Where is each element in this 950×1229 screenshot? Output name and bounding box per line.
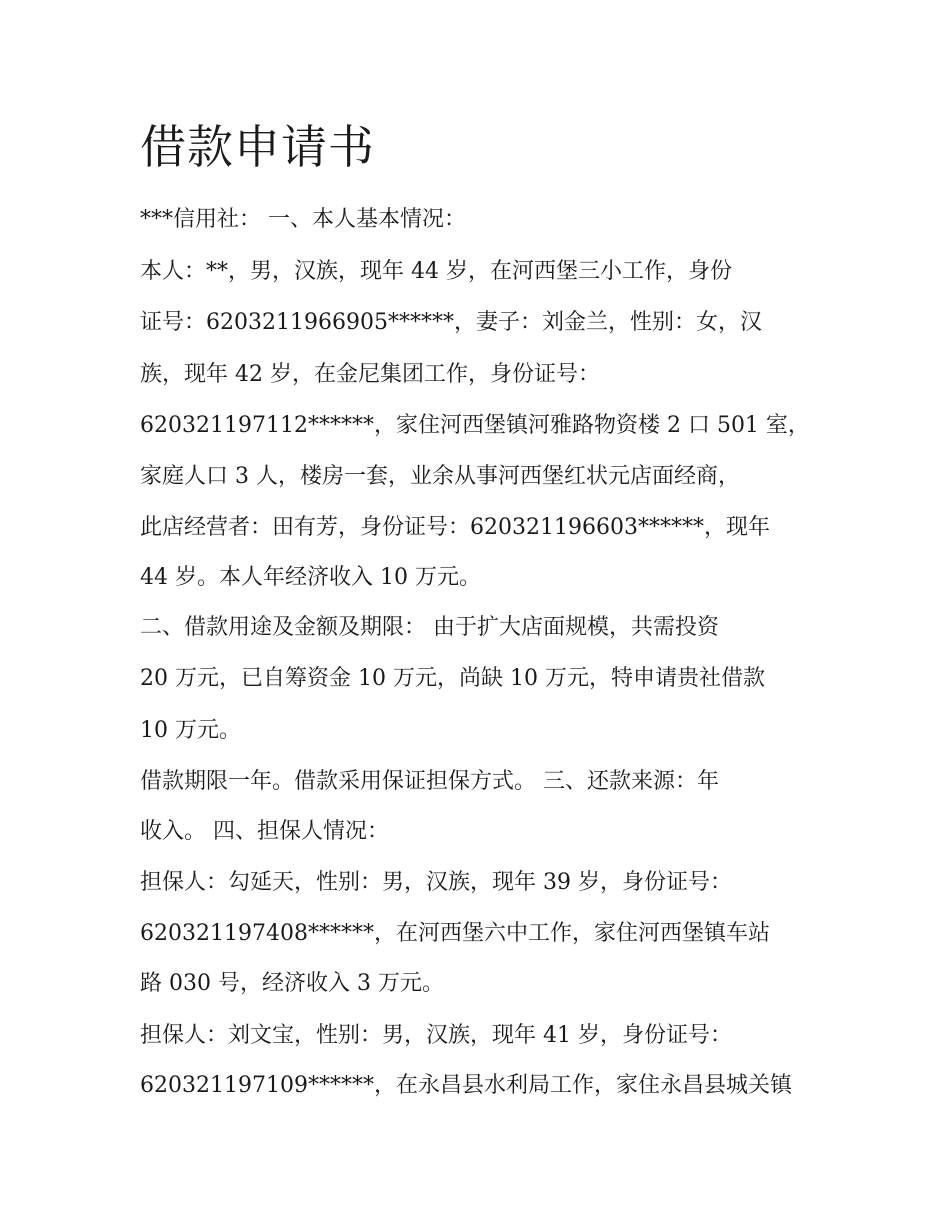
body-line-16: 路 030 号，经济收入 3 万元。 — [140, 971, 444, 996]
body-line-12: 借款期限一年。借款采用保证担保方式。 三、还款来源：年 — [140, 769, 719, 794]
body-line-13: 收入。 四、担保人情况： — [140, 819, 389, 844]
body-line-14: 担保人：勾延天，性别：男，汉族，现年 39 岁，身份证号： — [140, 870, 732, 895]
body-line-5: 620321197112******，家住河西堡镇河雅路物资楼 2 口 501 室， — [140, 413, 810, 438]
body-line-7: 此店经营者：田有芳，身份证号：620321196603******，现年 — [140, 515, 770, 540]
body-line-1: ***信用社： 一、本人基本情况： — [140, 207, 466, 232]
body-line-10: 20 万元，已自筹资金 10 万元，尚缺 10 万元，特申请贵社借款 — [140, 666, 765, 691]
body-line-2: 本人：**，男，汉族，现年 44 岁，在河西堡三小工作，身份 — [140, 259, 732, 284]
document-title: 借款申请书 — [140, 120, 375, 174]
body-line-17: 担保人：刘文宝，性别：男，汉族，现年 41 岁，身份证号： — [140, 1023, 732, 1048]
body-line-11: 10 万元。 — [140, 718, 241, 743]
body-line-4: 族，现年 42 岁，在金尼集团工作，身份证号： — [140, 362, 600, 387]
body-line-18: 620321197109******，在永昌县水利局工作，家住永昌县城关镇 — [140, 1073, 792, 1098]
body-line-9: 二、借款用途及金额及期限： 由于扩大店面规模，共需投资 — [140, 615, 719, 640]
body-line-8: 44 岁。本人年经济收入 10 万元。 — [140, 565, 481, 590]
body-line-15: 620321197408******，在河西堡六中工作，家住河西堡镇车站 — [140, 921, 770, 946]
body-line-6: 家庭人口 3 人，楼房一套，业余从事河西堡红状元店面经商， — [140, 464, 740, 489]
body-line-3: 证号：6203211966905******，妻子：刘金兰，性别：女，汉 — [140, 310, 762, 335]
